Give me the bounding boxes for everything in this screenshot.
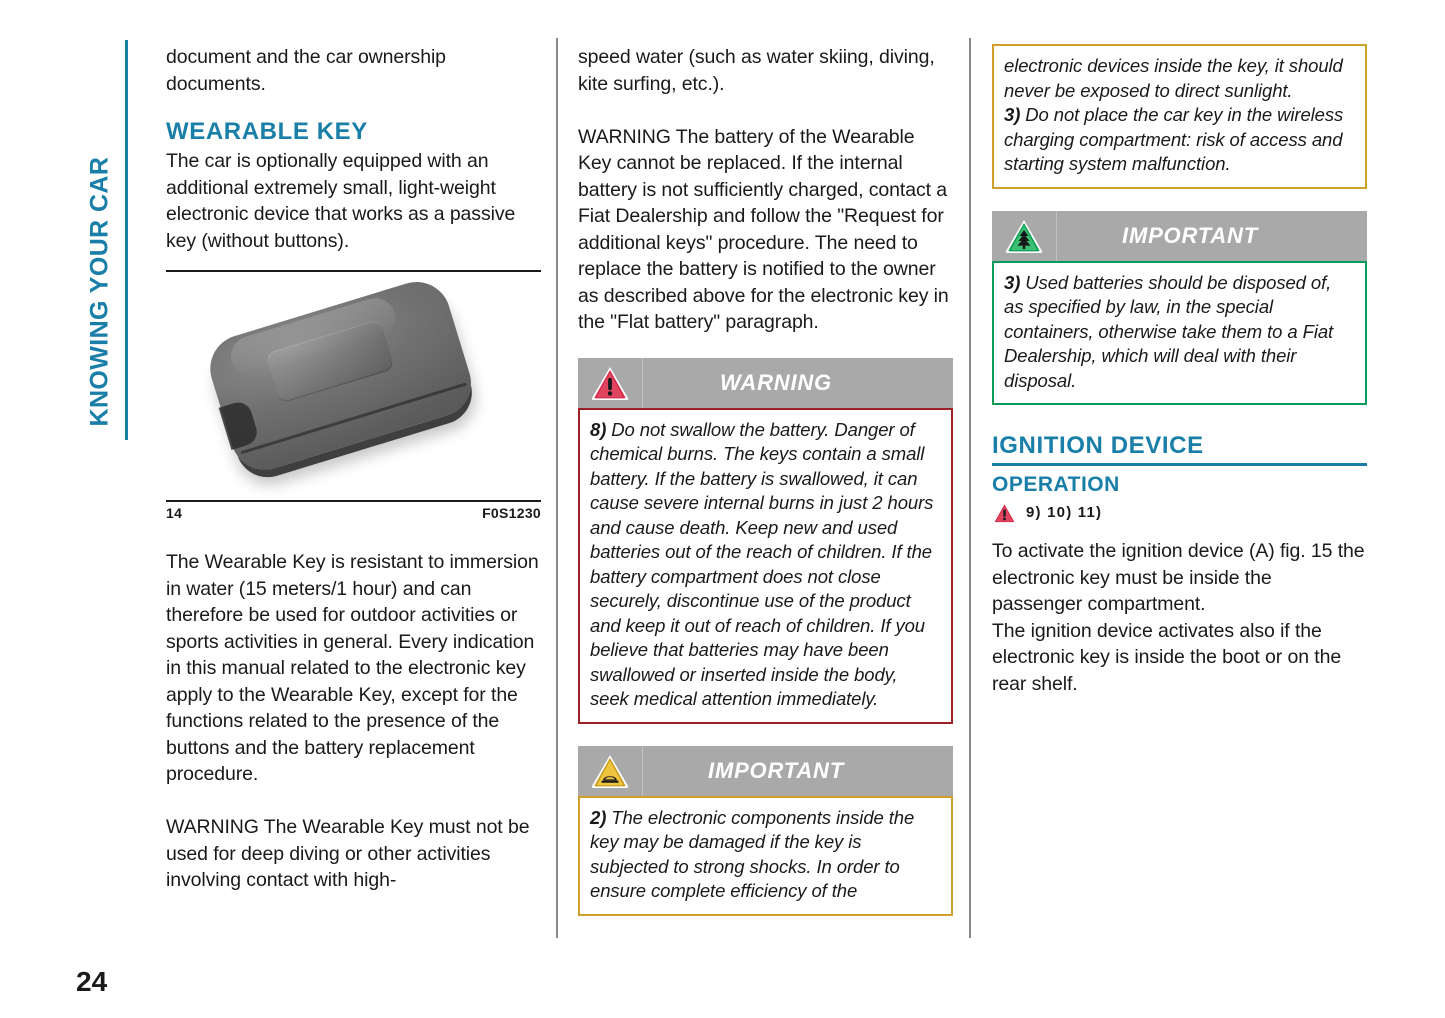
wearable-key-device-illustration bbox=[199, 263, 489, 497]
left-paragraph-3: WARNING The Wearable Key must not be used for deep diving or other activities involving contact with high- bbox=[166, 816, 530, 891]
column-separator-1 bbox=[556, 38, 558, 938]
important-icon-cell-middle bbox=[578, 746, 643, 796]
operation-subheading: OPERATION bbox=[992, 473, 1120, 496]
yellow-car-triangle-icon bbox=[590, 753, 630, 789]
continued-box-line-1: electronic devices inside the key, it should never be exposed to direct sunlight. bbox=[1004, 55, 1343, 101]
right-column bbox=[992, 44, 1367, 697]
figure-image bbox=[166, 272, 541, 500]
ignition-device-heading: IGNITION DEVICE bbox=[992, 432, 1367, 466]
red-warning-triangle-icon bbox=[992, 501, 1017, 524]
warning-ref: 8) bbox=[590, 418, 607, 440]
important-notice-middle bbox=[578, 746, 953, 916]
wearable-key-figure bbox=[166, 270, 541, 521]
important-icon-cell-right bbox=[992, 211, 1057, 261]
important-text-right: Used batteries should be disposed of, as specified by law, in the special containers, otherwise take them to a Fiat Dealership, which will deal with their disposal. bbox=[1004, 271, 1334, 391]
ignition-warning-refs bbox=[992, 501, 1367, 524]
page-number: 24 bbox=[76, 966, 108, 997]
warning-notice bbox=[578, 358, 953, 724]
wearable-key-heading: WEARABLE KEY bbox=[166, 118, 368, 145]
right-paragraph-2: The ignition device activates also if the electronic key is inside the boot or on the rear shelf. bbox=[992, 619, 1342, 695]
important-bar-label-right: IMPORTANT bbox=[1122, 222, 1258, 248]
middle-column bbox=[578, 44, 953, 916]
figure-code: F0S1230 bbox=[482, 505, 541, 521]
wearable-key-intro-paragraph: The car is optionally equipped with an additional extremely small, light-weight electronic device that works as a passive key (without buttons). bbox=[166, 150, 516, 252]
warning-notice-bar bbox=[578, 358, 953, 408]
warning-icon-cell bbox=[578, 358, 643, 408]
chapter-tab bbox=[72, 40, 128, 440]
continued-box-line-2: Do not place the car key in the wireless charging compartment: risk of access and starting system malfunction. bbox=[1004, 104, 1344, 174]
red-warning-triangle-icon bbox=[590, 365, 630, 401]
important-notice-bar-middle bbox=[578, 746, 953, 796]
column-separator-2 bbox=[969, 38, 971, 938]
important-ref-right: 3) bbox=[1004, 271, 1021, 293]
left-paragraph-2: The Wearable Key is resistant to immersion in water (15 meters/1 hour) and can therefore be used for outdoor activities or sports activities in general. Every indication in this manual related to the electronic key apply to the Wearable Key, except for the functions related to the presence of the buttons and the battery replacement procedure. bbox=[166, 551, 539, 785]
important-ref-middle: 2) bbox=[590, 806, 607, 828]
important-notice-body-right bbox=[992, 261, 1367, 406]
warning-text: Do not swallow the battery. Danger of chemical burns. The keys contain a small battery. If the battery is swallowed, it can cause severe internal burns in just 2 hours and cause death. Keep new and used batteries out of the reach of children. If the battery compartment does not close securely, discontinue use of the product and keep it out of reach of children. If you believe that batteries may have been swallowed or inserted inside the body, seek medical attention immediately. bbox=[590, 418, 934, 709]
important-text-middle: The electronic components inside the key may be damaged if the key is subjected to strong shocks. In order to ensure complete efficiency of the bbox=[590, 806, 915, 901]
left-column bbox=[166, 44, 541, 894]
figure-caption bbox=[166, 505, 541, 521]
continued-box-ref: 3) bbox=[1004, 104, 1021, 125]
important-bar-label-middle: IMPORTANT bbox=[708, 757, 844, 783]
continued-important-box bbox=[992, 44, 1367, 189]
important-notice-bar-right bbox=[992, 211, 1367, 261]
ignition-warning-ref-text: 9) 10) 11) bbox=[1026, 504, 1103, 521]
important-notice-right bbox=[992, 211, 1367, 406]
warning-bar-label: WARNING bbox=[720, 369, 832, 395]
chapter-tab-label: KNOWING YOUR CAR bbox=[85, 156, 114, 427]
middle-paragraph-2: WARNING The battery of the Wearable Key cannot be replaced. If the internal battery is not sufficiently charged, contact a Fiat Dealership and follow the "Request for additional keys" procedure. The need to replace the battery is notified to the owner as described above for the electronic key in the "Flat battery" paragraph. bbox=[578, 125, 949, 333]
middle-continued-paragraph: speed water (such as water skiing, diving, kite surfing, etc.). bbox=[578, 46, 935, 95]
chapter-tab-rule bbox=[125, 40, 128, 440]
figure-number: 14 bbox=[166, 505, 183, 521]
green-tree-triangle-icon bbox=[1004, 218, 1044, 254]
left-continued-paragraph: document and the car ownership documents. bbox=[166, 46, 446, 95]
important-notice-body-middle bbox=[578, 796, 953, 916]
figure-bottom-rule bbox=[166, 500, 541, 502]
right-paragraph-1: To activate the ignition device (A) fig. 15 the electronic key must be inside the passenger compartment. bbox=[992, 540, 1365, 615]
warning-notice-body bbox=[578, 408, 953, 724]
